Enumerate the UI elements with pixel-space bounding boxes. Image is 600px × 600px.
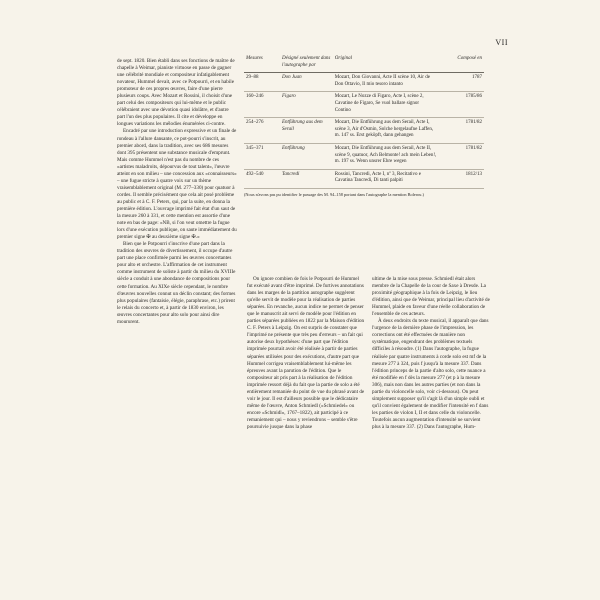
cell-designe: Entführung aus dem Serail [280, 118, 333, 144]
table-row [244, 92, 484, 118]
cell-designe: Don Juan [280, 73, 333, 92]
table-row [244, 118, 484, 144]
cell-date: 1781/82 [438, 143, 484, 169]
borrowed-themes-table [244, 54, 484, 198]
cell-mesures: 29–88 [244, 73, 280, 92]
table-footnote: (Nous n'avons pas pu identifier le passage des M. 94–158 portant dans l'autographe la mention Bolerou.) [244, 191, 424, 197]
cell-original: Rossini, Tancredi, Acte I, nº 3, Recitativo e Cavatina Tancredi, Di tanti palpiti [333, 169, 439, 188]
left-paragraph-1: de sept. 1820. Bien établi dans ses fonctions de maître de chapelle à Weimar, pianiste virtuose en passe de gagner une célébrité mondiale et compositeur infatigablement novateur, Hummel devait, avec ce Potpourri, et en habile promoteur de ces propres œuvres, faire d'une pierre plusieurs coups. Avec Mozart et Rossini, il choisit d'une part celui des compositeurs qui lui-même et le public célébraient avec une dévotion quasi idolâtre, et d'autre part l'un des plus populaires. Il cite et développe en longues variations les mélodies énumérées ci-contre. [117, 58, 235, 128]
cell-original: Mozart, Le Nozze di Figaro, Acte I, scène 2, Cavatine de Figaro, Se vuol ballare signor Contino [333, 92, 439, 118]
table-row [244, 143, 484, 169]
cell-date: 1812/13 [438, 169, 484, 188]
cell-mesures: 160–246 [244, 92, 280, 118]
table-row [244, 169, 484, 188]
cell-date: 1787 [438, 73, 484, 92]
table-row [244, 73, 484, 92]
right-paragraph-1: ultime de la mise sous presse. Schmiedl était alors membre de la Chapelle de la cour de Saxe à Dresde. La proximité géographique à la fois de Leipzig, le lieu d'édition, ainsi que de Weimar, principal lieu d'activité de Hummel, plaide en faveur d'une réelle collaboration de l'ensemble de ces acteurs. [372, 276, 490, 318]
cell-original: Mozart, Die Entführung aus dem Serail, Acte I, scène 3, Air d'Osmin, Solche hergelaufne Laffen, m. 147 ss. Erst geköpft, dann gehangen [333, 118, 439, 144]
middle-column [247, 276, 365, 431]
cell-date: 1785/86 [438, 92, 484, 118]
header-compose-en: Composé en [438, 54, 484, 73]
header-original: Original [333, 54, 439, 73]
cell-designe: Tancredi [280, 169, 333, 188]
cell-date: 1781/82 [438, 118, 484, 144]
right-column [372, 276, 490, 431]
middle-paragraph-1: On ignore combien de fois le Potpourri de Hummel fut exécuté avant d'être imprimé. De furtives annotations dans les marges de la partition autographe suggèrent qu'elle servit de modèle pour la réalisation de parties séparées. En revanche, aucun indice ne permet de penser que le manuscrit ait servi de modèle pour l'édition en parties séparées publiées en 1822 par la Maison d'édition C. F. Peters à Leipzig. On est surpris de constater que l'imprimé ne présente que très peu d'erreurs – un fait qui autorise deux hypothèses: d'une part que l'édition imprimée pourrait avoir été réalisée à partir de parties séparées utilisées pour des exécutions, d'autre part que Hummel corrigea vraisemblablement lui-même les épreuves avant la parution de l'édition. Que le compositeur ait pris part à la réalisation de l'édition imprimée ressort déjà du fait que la partie de solo a été entièrement remaniée du point de vue du phrasé avant de voir le jour. Il est d'ailleurs possible que le dédicataire même de l'œuvre, Anton Schmiedl («Schmiedel» ou encore «Schmidl», 1767–1822), ait participé à ce remaniement qui – nous y reviendrons – semble s'être poursuivie jusque dans la phase [247, 276, 365, 430]
cell-mesures: 492–540 [244, 169, 280, 188]
cell-designe: Figaro [280, 92, 333, 118]
header-mesures: Mesures [244, 54, 280, 73]
left-paragraph-3: Bien que le Potpourri s'inscrive d'une part dans la tradition des œuvres de divertissement, il occupe d'autre part une place confirmée parmi les œuvres concertantes pour alto et orchestre. L'affirmation de cet instrument comme instrument de soliste à partir du milieu du XVIIIe siècle a conduit à une abondance de compositions pour cette formation. Au XIXe siècle cependant, le nombre d'œuvres nouvelles connut un déclin constant; des formes plus populaires (fantaisie, élégie, paraphrase, etc.) prirent le relais du concerto et, à partir de 1830 environ, les œuvres concertantes pour alto solo pour ainsi dire moururent. [117, 241, 236, 325]
header-designe: Désigné seulement dans l'autographe par [280, 54, 333, 73]
cell-original: Mozart, Don Giovanni, Acte II scène 10, Air de Don Ottavio, Il mio tesoro intanto [333, 73, 439, 92]
left-paragraph-2: Encadré par une introduction expressive et un finale de rondeau à l'allure dansante, ce pot-pourri s'inscrit, au premier abord, dans la tradition, avec ses 686 mesures dont 395 présentent une substance musicale d'emprunt. Mais comme Hummel n'est pas du nombre de ces «artistes maladroits, dépourvus de tout talent», l'œuvre atteint en son milieu – une concession aux «connaisseurs» – une fugue stricte à quatre voix sur un thème vraisemblablement original (M. 277–330) pour quatuor à cordes. Il semble précisément que cela ait posé problème au public et à C. F. Peters, qui, par la suite, en donna la première édition. L'ouvrage imprimé fait état d'un saut de la mesure 260 à 331, et cette mention est assortie d'une note en bas de page: «NB, si l'on veut omettre la fugue lors d'une exécution publique, on saute immédiatement du premier signe ✠ au deuxième signe ✠.» [117, 128, 237, 241]
right-paragraph-2: À deux endroits du texte musical, il apparaît que dans l'urgence de la dernière phase de l'impression, les corrections ont été effectuées de manière non systématique, engendrant des problèmes textuels difficiles à résoudre. (1) Dans l'autographe, la fugue réalisée par quatre instruments à corde solo est mf de la mesure 277 à 324, puis f jusqu'à la mesure 337. Dans l'édition princeps de la partie d'alto solo, cette nuance a été modifiée en f dès la mesure 277 (et p à la mesure 306), mais non dans les autres parties (et non dans la partie du violoncelle solo, voir ci-dessous). On peut simplement supposer qu'il s'agit là d'un simple oubli et qu'il convient également de modifier l'intensité en f dans les parties de violon I, II et dans celle du violoncelle. Toutefois aucun augmentation d'intensité ne survient plus à la mesure 337. (2) Dans l'autographe, Hum- [372, 318, 489, 430]
cell-designe: Entführung [280, 143, 333, 169]
cell-mesures: 345–371 [244, 143, 280, 169]
left-column [117, 58, 237, 326]
table-header-row [244, 54, 484, 73]
cell-mesures: 254–276 [244, 118, 280, 144]
cell-original: Mozart, Die Entführung aus dem Serail, Acte II, scène 9, quatuor, Ach Belmonte! ach mein Leben!, m. 197 ss. Wenn unsrer Ehre wegen [333, 143, 439, 169]
page-number: VII [495, 38, 508, 47]
